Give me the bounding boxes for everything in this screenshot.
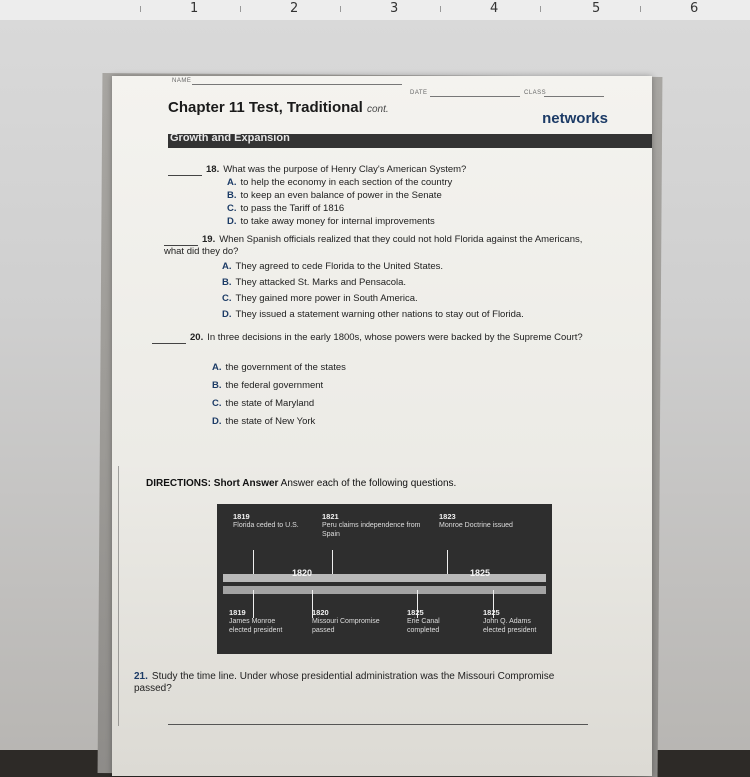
option-a: A. to help the economy in each section of the country: [227, 177, 453, 188]
networks-logo: networks: [542, 110, 608, 127]
name-label: NAME: [172, 78, 192, 84]
ruler-number: 6: [690, 1, 699, 16]
timeline-event-bottom: 1825 Erie Canal completed: [407, 608, 440, 634]
timeline-event-top: 1821 Peru claims independence from Spain: [322, 512, 421, 538]
ruler-number: 1: [190, 1, 199, 16]
directions: DIRECTIONS: Short Answer Answer each of the following questions.: [146, 478, 457, 489]
option-d: D. to take away money for internal improvements: [227, 216, 435, 227]
option-d: D. They issued a statement warning other nations to stay out of Florida.: [222, 309, 524, 320]
timeline-bar: [223, 574, 546, 582]
ruler-number: 5: [592, 1, 601, 16]
ruler-number: 3: [390, 1, 399, 16]
timeline-figure: [217, 504, 552, 654]
option-b: B. the federal government: [212, 380, 324, 391]
question-21: 21. Study the time line. Under whose presidential administration was the Missouri Compromise passed?: [134, 671, 555, 694]
answer-blank[interactable]: [152, 343, 186, 344]
question-18: 18. What was the purpose of Henry Clay's American System?: [168, 164, 466, 176]
section-band-label: Growth and Expansion: [170, 132, 290, 144]
timeline-event-bottom: 1819 James Monroe elected president: [229, 608, 283, 634]
question-20: 20. In three decisions in the early 1800s, whose powers were backed by the Supreme Court?: [152, 332, 592, 344]
timeline-scale-1820: 1820: [292, 568, 313, 578]
timeline-event-bottom: 1825 John Q. Adams elected president: [483, 608, 537, 634]
worksheet-photo: [112, 76, 652, 776]
date-label: DATE: [410, 90, 428, 96]
title-suffix: cont.: [366, 104, 389, 115]
option-c: C. to pass the Tariff of 1816: [227, 203, 345, 214]
timeline-event-top: 1823 Monroe Doctrine issued: [439, 512, 513, 529]
chapter-title: Chapter 11 Test, Traditional cont.: [168, 99, 389, 116]
timeline-scale-1825: 1825: [470, 568, 491, 578]
ruler-number: 2: [290, 1, 299, 16]
option-b: B. They attacked St. Marks and Pensacola.: [222, 277, 407, 288]
timeline-event-bottom: 1820 Missouri Compromise passed: [312, 608, 380, 634]
option-a: A. the government of the states: [212, 362, 346, 373]
document-ruler: [0, 0, 750, 21]
ruler-number: 4: [490, 1, 499, 16]
option-c: C. the state of Maryland: [212, 398, 315, 409]
class-label: CLASS: [524, 90, 547, 96]
document-canvas: [0, 20, 750, 750]
option-c: C. They gained more power in South America.: [222, 293, 418, 304]
option-b: B. to keep an even balance of power in the Senate: [227, 190, 442, 201]
option-a: A. They agreed to cede Florida to the United States.: [222, 261, 444, 272]
timeline-bar-lower: [223, 586, 546, 594]
question-19: 19. When Spanish officials realized that they could not hold Florida against the Americans, what did they do?: [164, 234, 583, 257]
margin-copyright: [118, 466, 127, 726]
timeline-event-top: 1819 Florida ceded to U.S.: [233, 512, 299, 529]
answer-line[interactable]: [168, 724, 588, 725]
option-d: D. the state of New York: [212, 416, 316, 427]
answer-blank[interactable]: [168, 175, 202, 176]
